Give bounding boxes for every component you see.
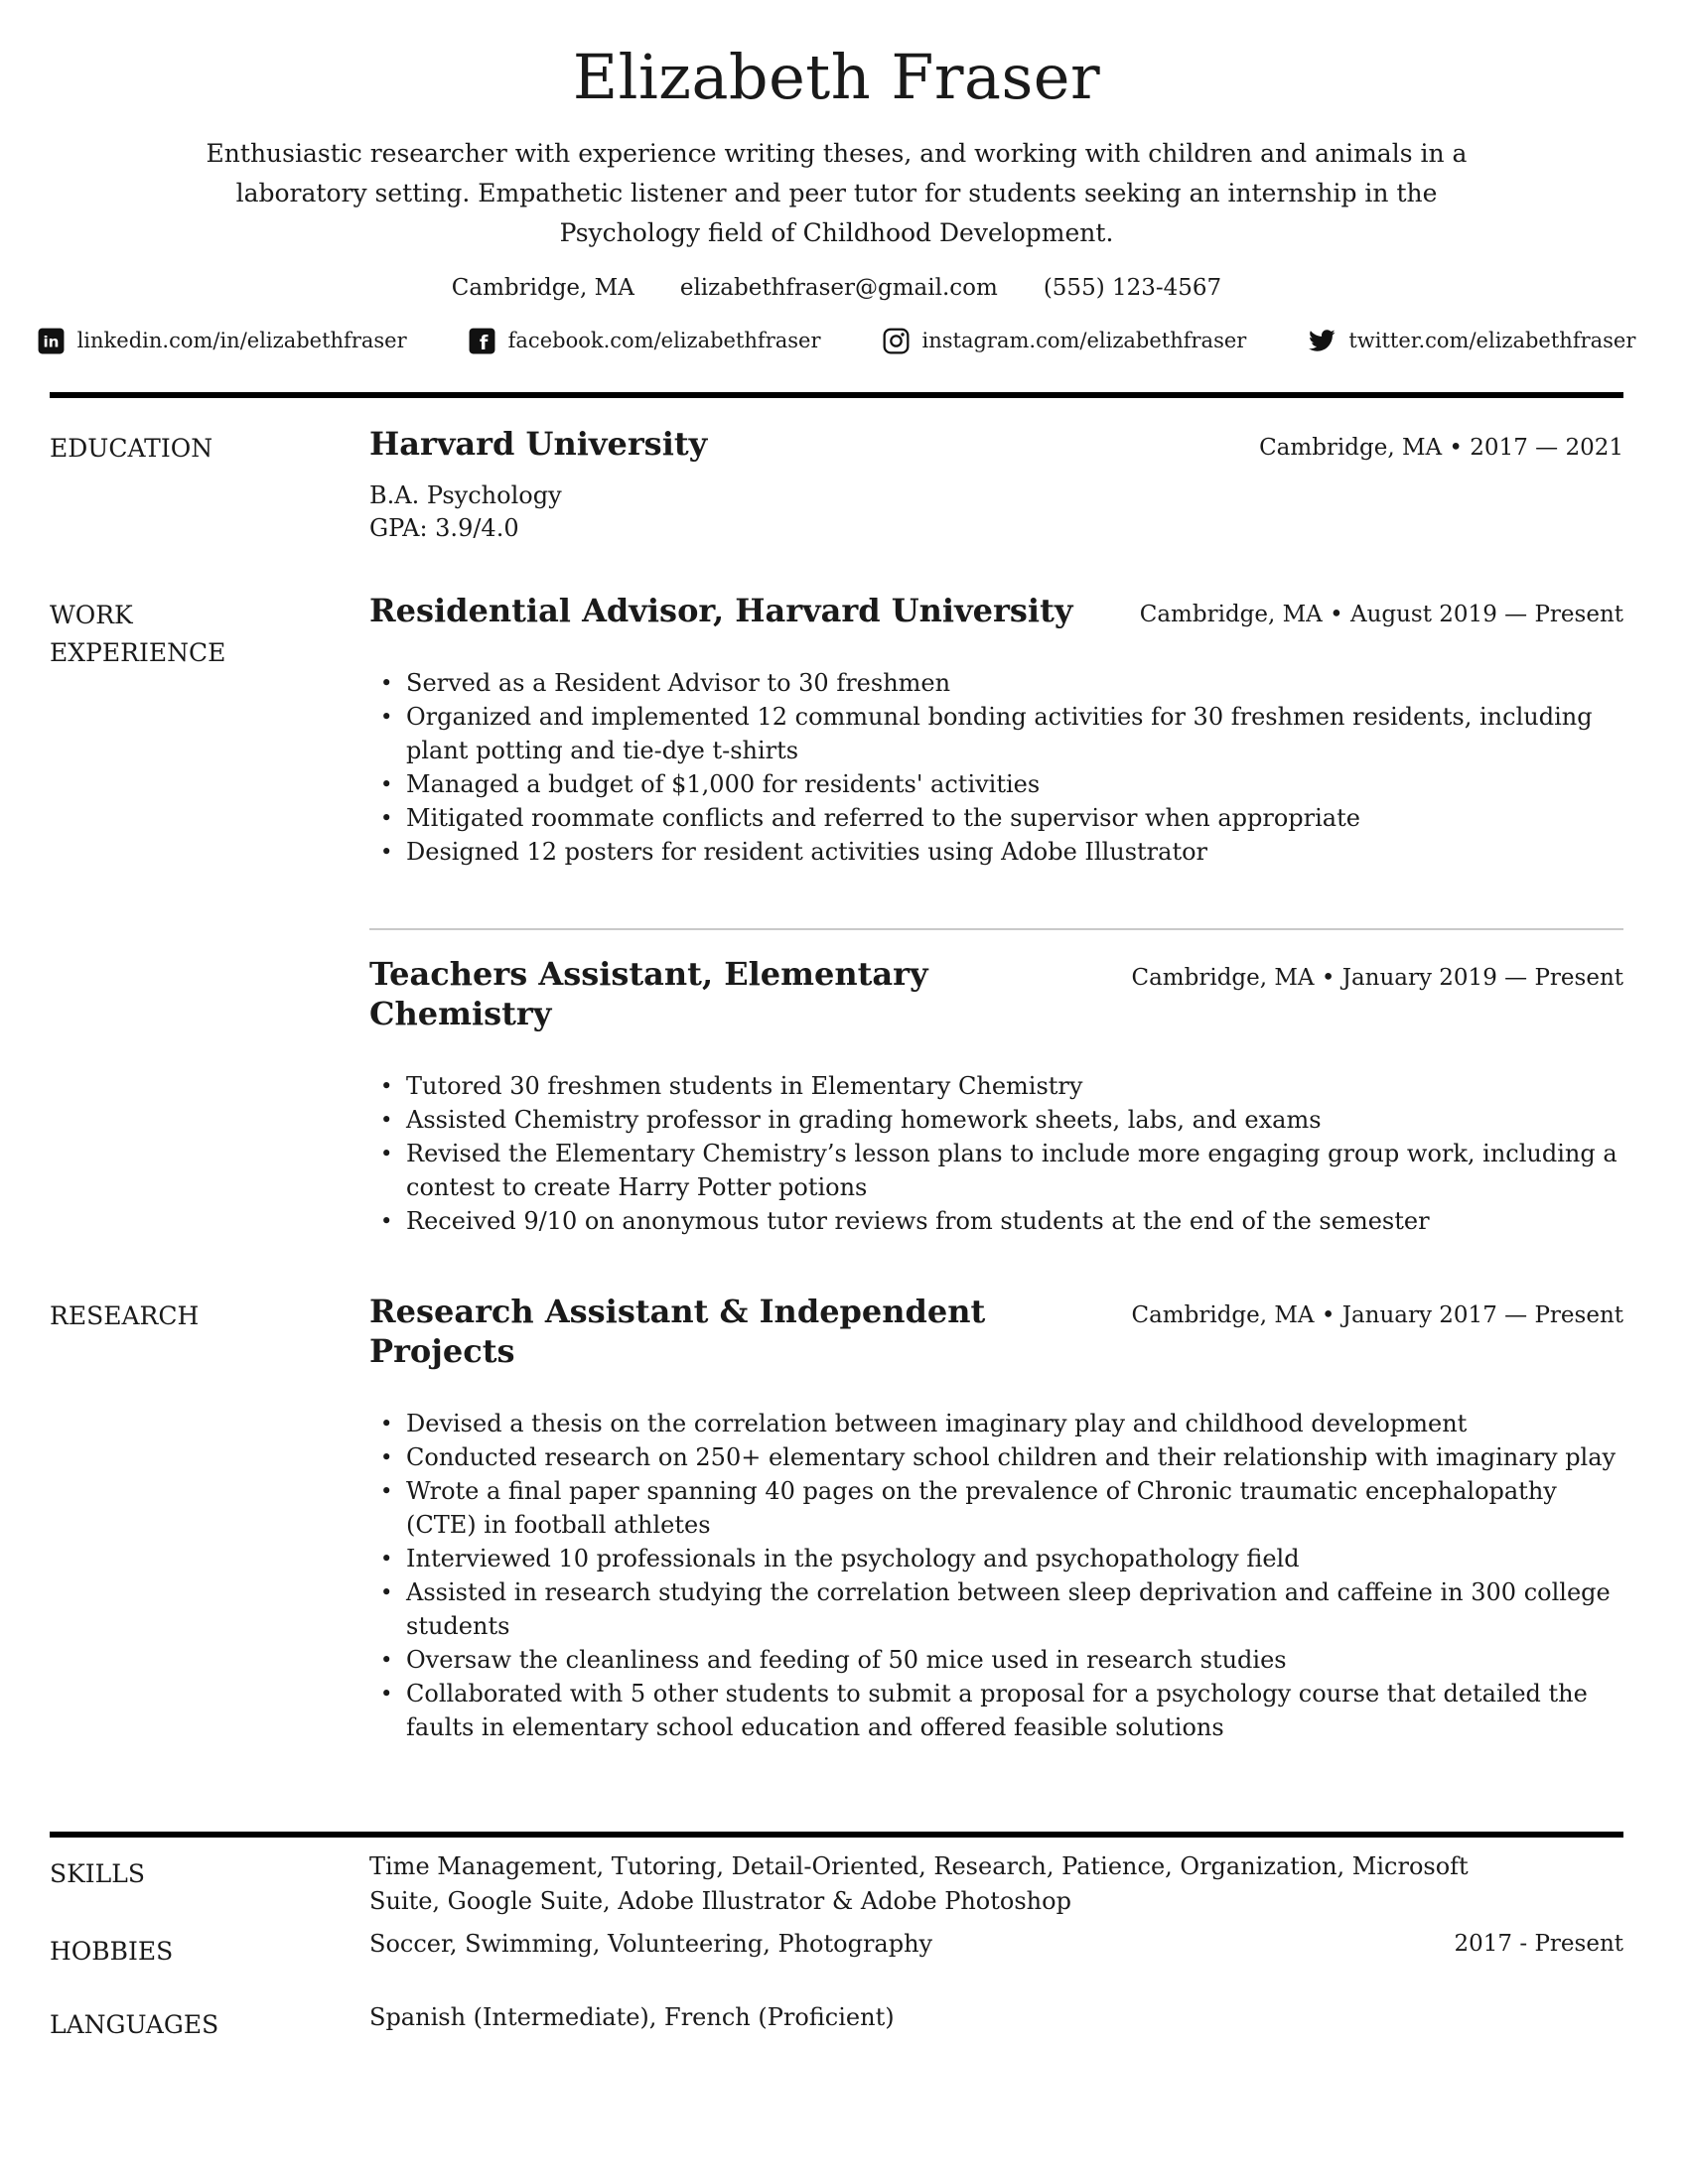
work-experience-section-label: WORK EXPERIENCE	[50, 601, 226, 668]
languages-section-label: LANGUAGES	[50, 2010, 219, 2040]
facebook-icon	[469, 328, 495, 354]
bullet-item: • Assisted Chemistry professor in grading homework sheets, labs, and exams	[369, 1103, 1623, 1137]
bullet-item: • Collaborated with 5 other students to submit a proposal for a psychology course that detailed the faults in elementary school education and offered feasible solutions	[369, 1677, 1623, 1744]
education-location-dates: Cambridge, MA • 2017 — 2021	[1259, 435, 1623, 462]
job-location-dates: Cambridge, MA • January 2019 — Present	[1131, 965, 1623, 992]
contact-email[interactable]: elizabethfraser@gmail.com	[679, 275, 998, 302]
work-experience-content	[369, 591, 1623, 1238]
bullet-item: • Received 9/10 on anonymous tutor reviews from students at the end of the semester	[369, 1204, 1623, 1238]
twitter-icon	[1308, 327, 1336, 354]
person-name: Elizabeth Fraser	[572, 41, 1101, 113]
job-entry-teachers-assistant	[369, 954, 1623, 1238]
education-school: Harvard University	[369, 425, 708, 464]
linkedin-icon	[38, 328, 65, 354]
contact-row	[50, 275, 1623, 301]
bullet-item: • Wrote a final paper spanning 40 pages on the prevalence of Chronic traumatic encephalopathy (CTE) in football athletes	[369, 1474, 1623, 1542]
job-title: Residential Advisor, Harvard University	[369, 592, 1073, 630]
skills-text: Time Management, Tutoring, Detail-Oriented, Research, Patience, Organization, Microsoft Suite, Google Suite, Adobe Illustrator & Adobe Photoshop	[369, 1852, 1469, 1916]
research-section-label: RESEARCH	[50, 1301, 200, 1331]
contact-location: Cambridge, MA	[451, 275, 634, 302]
footer-divider-rule	[50, 1832, 1623, 1838]
social-link-label: facebook.com/elizabethfraser	[507, 329, 821, 353]
bullet-item: • Devised a thesis on the correlation between imaginary play and childhood development	[369, 1407, 1623, 1440]
social-link-facebook[interactable]	[469, 328, 821, 354]
work-experience-section	[50, 591, 1623, 1238]
job-bullet-list	[369, 1069, 1623, 1238]
bullet-item: • Managed a budget of $1,000 for residents' activities	[369, 767, 1623, 801]
social-row	[43, 327, 1636, 354]
job-divider-rule	[369, 928, 1623, 930]
svg-text:f: f	[479, 331, 488, 354]
contact-phone: (555) 123-4567	[1043, 275, 1222, 302]
education-gpa: GPA: 3.9/4.0	[369, 514, 519, 543]
social-link-instagram[interactable]	[883, 328, 1247, 354]
header-divider-rule	[50, 392, 1623, 398]
social-link-label: twitter.com/elizabethfraser	[1348, 329, 1636, 353]
bullet-item: • Tutored 30 freshmen students in Elementary Chemistry	[369, 1069, 1623, 1103]
hobbies-section-label: HOBBIES	[50, 1937, 174, 1967]
social-link-linkedin[interactable]	[38, 328, 407, 354]
bullet-item: • Assisted in research studying the correlation between sleep deprivation and caffeine in 300 college students	[369, 1575, 1623, 1643]
hobbies-text: Soccer, Swimming, Volunteering, Photography	[369, 1930, 933, 1959]
bullet-item: • Designed 12 posters for resident activities using Adobe Illustrator	[369, 835, 1623, 869]
languages-text: Spanish (Intermediate), French (Proficient)	[369, 2003, 895, 2032]
bullet-item: • Revised the Elementary Chemistry’s lesson plans to include more engaging group work, including a contest to create Harry Potter potions	[369, 1137, 1623, 1204]
bullet-item: • Mitigated roommate conflicts and referred to the supervisor when appropriate	[369, 801, 1623, 835]
bullet-item: • Oversaw the cleanliness and feeding of 50 mice used in research studies	[369, 1643, 1623, 1677]
research-title: Research Assistant & Independent Projects	[369, 1293, 986, 1371]
social-link-twitter[interactable]	[1308, 327, 1635, 354]
hobbies-dates: 2017 - Present	[1454, 1931, 1623, 1958]
job-entry-residential-advisor	[369, 591, 1623, 869]
job-title: Teachers Assistant, Elementary Chemistry	[369, 955, 928, 1033]
languages-row	[50, 2000, 1623, 2044]
education-degree: B.A. Psychology	[369, 481, 562, 510]
social-link-label: instagram.com/elizabethfraser	[921, 329, 1247, 353]
bullet-item: • Conducted research on 250+ elementary school children and their relationship with imaginary play	[369, 1440, 1623, 1474]
skills-section-label: SKILLS	[50, 1859, 146, 1889]
research-content	[369, 1292, 1623, 1744]
bullet-item: • Interviewed 10 professionals in the psychology and psychopathology field	[369, 1542, 1623, 1575]
research-bullet-list	[369, 1407, 1623, 1744]
job-bullet-list	[369, 666, 1623, 869]
bullet-item: • Served as a Resident Advisor to 30 freshmen	[369, 666, 1623, 700]
summary-text: Enthusiastic researcher with experience writing theses, and working with children and animals in a laboratory setting. Empathetic listener and peer tutor for students seeking an internship in the Psychology field of Childhood Development.	[206, 139, 1468, 248]
svg-text:in: in	[43, 333, 60, 351]
bullet-item: • Organized and implemented 12 communal bonding activities for 30 freshmen residents, including plant potting and tie-dye t-shirts	[369, 700, 1623, 767]
research-location-dates: Cambridge, MA • January 2017 — Present	[1131, 1302, 1623, 1329]
skills-row	[50, 1849, 1623, 1919]
education-section	[50, 424, 1623, 545]
instagram-icon	[883, 328, 910, 354]
hobbies-row	[50, 1927, 1623, 1971]
education-content	[369, 424, 1623, 545]
research-section	[50, 1292, 1623, 1744]
social-link-label: linkedin.com/in/elizabethfraser	[76, 329, 407, 353]
education-section-label: EDUCATION	[50, 434, 213, 464]
job-location-dates: Cambridge, MA • August 2019 — Present	[1139, 602, 1623, 628]
